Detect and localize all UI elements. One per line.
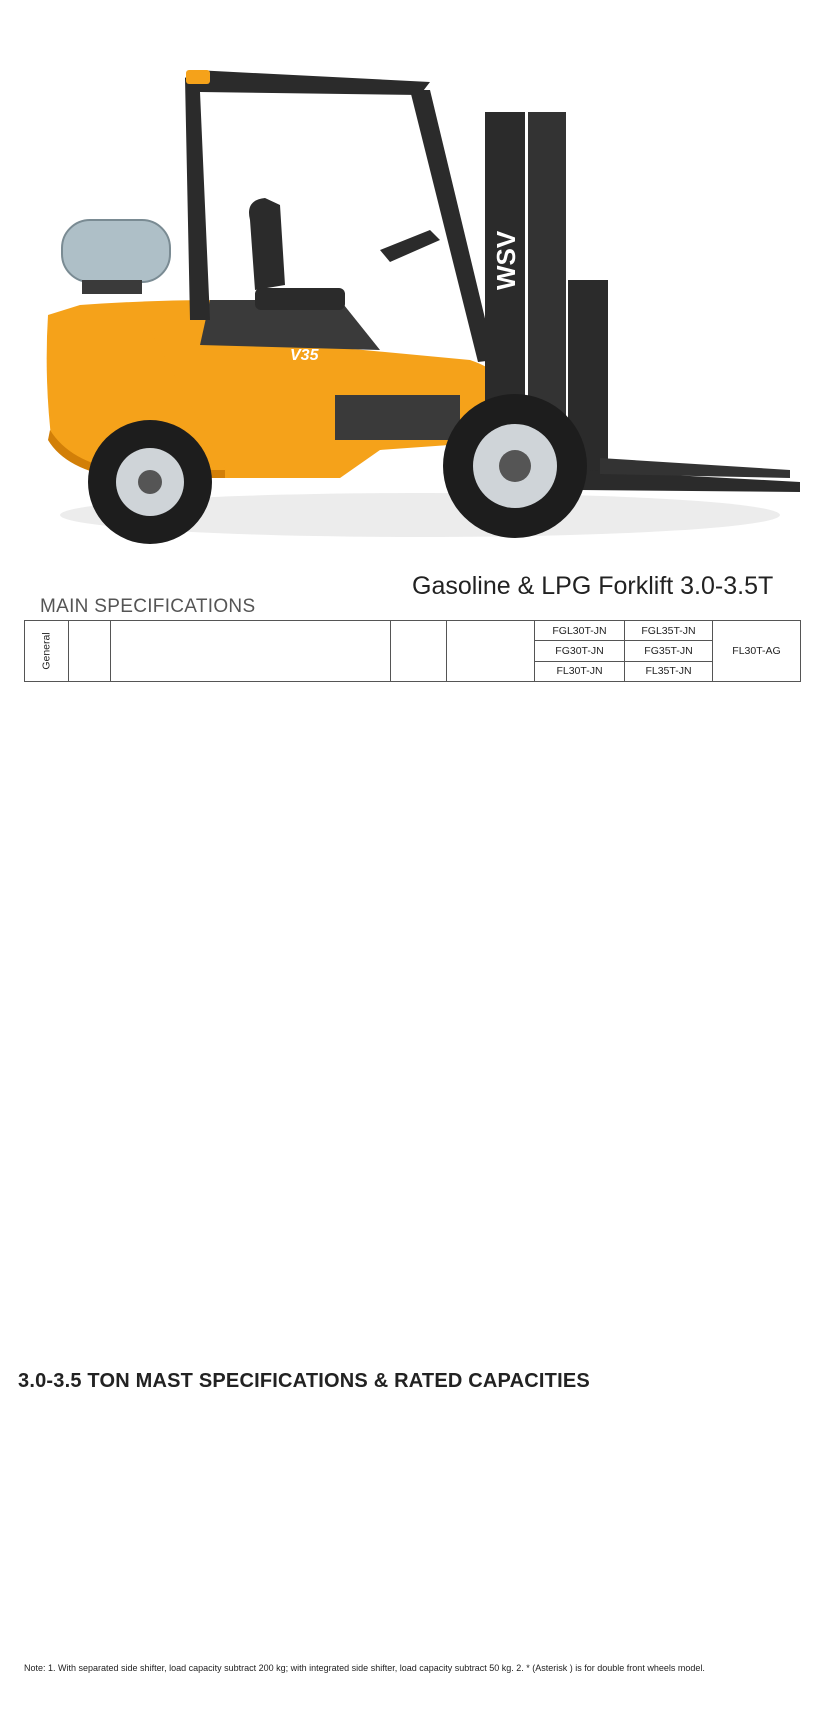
model-name: FGL35T-JN [625, 621, 713, 641]
section-title-mast-specifications: 3.0-3.5 TON MAST SPECIFICATIONS & RATED CAPACITIES [18, 1370, 590, 1392]
main-specifications-table [24, 620, 801, 682]
blank-cell [447, 621, 535, 682]
model-name: FL30T-JN [535, 661, 625, 681]
forklift-product-image [0, 0, 824, 560]
blank-cell [111, 621, 391, 682]
group-label [25, 621, 69, 682]
footnote: Note: 1. With separated side shifter, load capacity subtract 200 kg; with integrated side shifter, load capacity subtract 50 kg. 2. * (Asterisk ) is for double front wheels model. [24, 1663, 705, 1673]
model-name: FG35T-JN [625, 641, 713, 661]
model-name: FG30T-JN [535, 641, 625, 661]
model-name: FGL30T-JN [535, 621, 625, 641]
product-title: Gasoline & LPG Forklift 3.0-3.5T [412, 572, 774, 600]
group-label-text: General [40, 632, 53, 670]
mast-logo: WSV [491, 230, 521, 290]
blank-cell [69, 621, 111, 682]
model-name: FL35T-JN [625, 661, 713, 681]
header-row [25, 621, 801, 641]
model-name: FL30T-AG [713, 621, 801, 682]
cab-model-label: V35 [290, 347, 319, 364]
blank-cell [391, 621, 447, 682]
section-title-main-specifications: MAIN SPECIFICATIONS [40, 596, 256, 617]
